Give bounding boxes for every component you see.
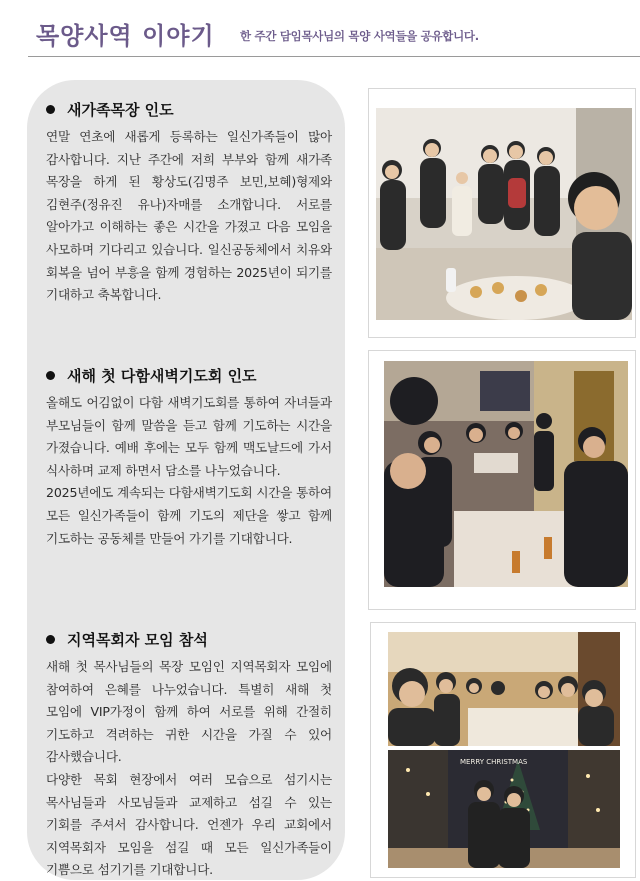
section-paragraph: 2025년에도 계속되는 다함새벽기도회 시간을 통하여 모든 일신가족들이 함께 기도의 제단을 쌓고 함께 기도하는 공동체를 만들어 가기를 기대합니다.: [46, 485, 332, 546]
section-heading-text: 지역목회자 모임 참석: [67, 630, 208, 649]
dawn-prayer-mcdonalds-photo: [384, 361, 628, 587]
section-paragraph: 다양한 목회 현장에서 여러 모습으로 섬기시는 목사님들과 사모님들과 교제하고 섬길 수 있는 기회를 주셔서 감사합니다. 언젠가 우리 교회에서 지역목회자 모임을 섬길 때 모든 일신가족들이 기쁨으로 섬기기를 기대합니다.: [46, 771, 332, 878]
section-heading: [46, 364, 332, 386]
section-paragraph: 올해도 어김없이 다함 새벽기도회를 통하여 자녀들과 부모님들이 함께 말씀을 듣고 함께 기도하는 시간을 가졌습니다. 예배 후에는 모두 함께 맥도날드에 가서 식사하며 교제 하면서 담소를 나누었습니다.: [46, 395, 332, 478]
page-header: [0, 0, 640, 62]
header-divider: [28, 56, 640, 57]
christmas-street-couple-photo: [388, 750, 620, 868]
section-pastors-meeting: [46, 628, 332, 881]
section-heading: [46, 98, 332, 120]
section-new-family: [46, 98, 332, 307]
new-family-group-photo: [376, 108, 632, 320]
section-paragraph: 새해 첫 목사님들의 목장 모임인 지역목회자 모임에 참여하여 은혜를 나누었습니다. 특별히 새해 첫 모임에 VIP가정이 함께 하여 서로를 위해 간절히 기도하고 격려하는 귀한 시간을 가질 수 있어 감사했습니다.: [46, 659, 332, 765]
section-paragraph: 연말 연초에 새롭게 등록하는 일신가족들이 많아 감사합니다. 지난 주간에 저희 부부와 함께 새가족 목장을 하게 된 황상도(김명주 보민,보혜)형제와 김현주(정유진 유나)자매를 소개합니다. 서로를 알아가고 이해하는 좋은 시간을 가졌고 다음 모임을 사모하며 기다리고 있습니다. 일신공동체에서 치유와 회복을 넘어 부흥을 함께 경험하는 2025년이 되기를 기대하고 축복합니다.: [46, 129, 332, 303]
section-dawn-prayer: [46, 364, 332, 550]
pastors-dinner-photo: [388, 632, 620, 746]
section-heading: [46, 628, 332, 650]
bullet-icon: [46, 105, 55, 114]
page-subtitle: 한 주간 담임목사님의 목양 사역들을 공유합니다.: [240, 29, 479, 43]
bullet-icon: [46, 635, 55, 644]
bullet-icon: [46, 371, 55, 380]
section-heading-text: 새해 첫 다함새벽기도회 인도: [67, 366, 257, 385]
page-title: 목양사역 이야기: [36, 22, 215, 50]
svg-text:MERRY CHRISTMAS: MERRY CHRISTMAS: [460, 758, 528, 766]
section-heading-text: 새가족목장 인도: [67, 100, 174, 119]
